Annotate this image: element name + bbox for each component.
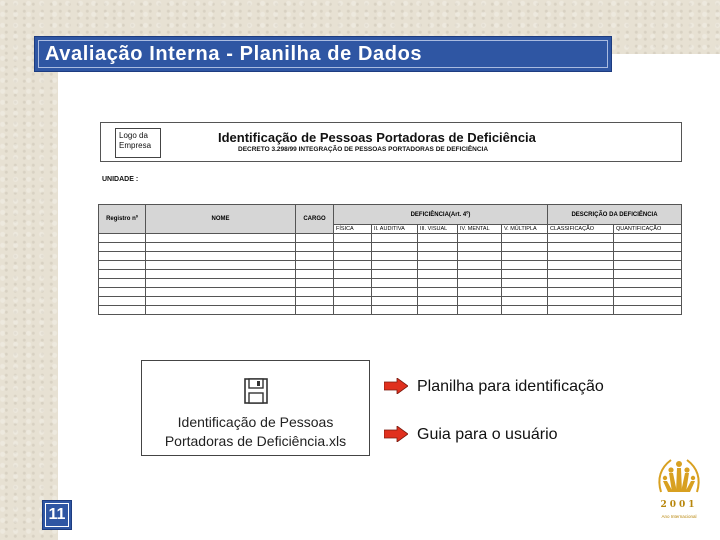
red-arrow-icon[interactable] [384,378,408,394]
subcol-mental: IV. MENTAL [458,225,502,234]
file-name-line1: Identificação de Pessoas [177,414,334,430]
page-title: Avaliação Interna - Planilha de Dados [45,43,423,65]
international-year-logo-icon [651,452,707,536]
floppy-disk-icon [243,377,269,405]
subcol-visual: III. VISUAL [418,225,458,234]
logo-caption: Ano Internacional [661,514,697,519]
slide-number-badge [42,500,72,530]
subcol-fisica: FÍSICA [334,225,372,234]
col-header-descricao: DESCRIÇÃO DA DEFICIÊNCIA [548,205,682,225]
company-logo-placeholder: Logo da Empresa [115,128,161,158]
table-row [99,243,682,252]
table-row [99,234,682,243]
link-guia[interactable]: Guia para o usuário [417,426,558,443]
slide-number: 11 [45,503,69,527]
sheet-grid [98,204,682,315]
table-row [99,297,682,306]
file-name-line2: Portadoras de Deficiência.xls [164,433,347,449]
subcol-auditiva: II. AUDITIVA [372,225,418,234]
table-row [99,279,682,288]
subcol-classificacao: CLASSIFICAÇÃO [548,225,614,234]
file-attachment[interactable] [141,360,370,456]
table-row [99,261,682,270]
col-header-registro: Registro nº [99,205,146,234]
sheet-subtitle: DECRETO 3.298/99 INTEGRAÇÃO DE PESSOAS PORTADORAS DE DEFICIÊNCIA [238,146,489,153]
sheet-title: Identificação de Pessoas Portadoras de Deficiência [218,130,536,145]
logo-year: 2001 [660,500,698,510]
subcol-quantificacao: QUANTIFICAÇÃO [614,225,682,234]
unit-label: UNIDADE : [102,176,139,183]
link-planilha[interactable]: Planilha para identificação [417,378,604,395]
subcol-multipla: V. MÚLTIPLA [502,225,548,234]
red-arrow-icon[interactable] [384,426,408,442]
table-row [99,306,682,315]
title-bar [34,36,612,72]
file-name[interactable] [142,413,369,451]
table-row [99,252,682,261]
table-row [99,270,682,279]
col-header-deficiencia: DEFICIÊNCIA(Art. 4º) [334,205,548,225]
spreadsheet-preview [98,120,684,320]
col-header-nome: NOME [146,205,296,234]
col-header-cargo: CARGO [296,205,334,234]
table-row [99,288,682,297]
